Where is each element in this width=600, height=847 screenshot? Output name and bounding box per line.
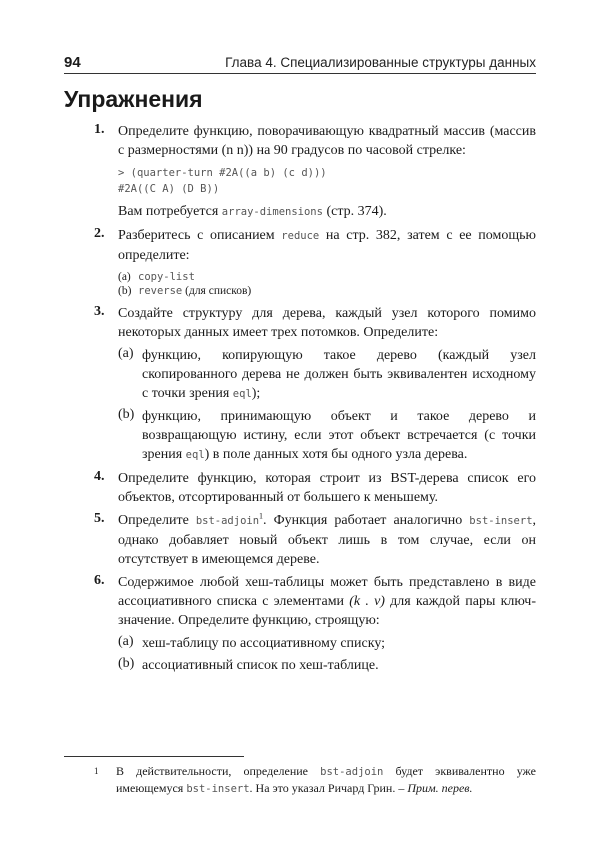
sub-item-label: (a) (118, 271, 131, 283)
sub-item-label: (a) (118, 634, 134, 649)
exercise-text: Создайте структуру для дерева, каждый узел которого помимо некоторых данных имеет трех потомков. Определите: (118, 306, 536, 340)
inline-code: reverse (138, 285, 183, 297)
sub-item (118, 270, 536, 284)
text-part: . Функция работает аналогично (263, 513, 470, 528)
sub-item-label: (b) (118, 285, 132, 297)
footnote-text: . На это указал Ричард Грин. – (249, 781, 408, 795)
sub-item-text (142, 407, 536, 465)
inline-code: bst-insert (186, 783, 250, 795)
exercise-4 (94, 469, 536, 507)
sub-item-text (142, 346, 536, 404)
sub-item-text: ассоциативный список по хеш-таблице. (142, 658, 379, 673)
code-line: > (quarter-turn #2A((a b) (c d))) (118, 167, 327, 179)
inline-code: bst-adjoin (195, 515, 260, 527)
text-part: для каждой пары ключ-значение. Определите функцию, строящую: (118, 594, 536, 628)
inline-code: reduce (281, 230, 320, 242)
sub-item-text: (для списков) (182, 285, 252, 297)
sub-item-label: (b) (118, 407, 135, 422)
footnote-text: В действительности, определение (116, 764, 321, 778)
sub-item (118, 634, 536, 653)
inline-code: eql (232, 388, 252, 400)
exercise-2 (94, 226, 536, 298)
exercise-5 (94, 511, 536, 569)
exercise-text (118, 226, 536, 265)
exercise-number: 4. (94, 469, 105, 484)
running-head: Глава 4. Специализированные структуры данных (225, 55, 536, 70)
sub-item (118, 407, 536, 465)
page-number: 94 (64, 54, 81, 71)
exercise-text (118, 511, 536, 569)
code-line: #2A((C A) (D B)) (118, 183, 220, 195)
exercise-note (118, 202, 536, 222)
exercise-6 (94, 573, 536, 675)
header-rule (64, 73, 536, 74)
footnote-reference[interactable]: 1 (259, 511, 264, 521)
exercise-list (94, 122, 536, 679)
translator-note: Прим. перев. (407, 781, 473, 795)
inline-code: bst-adjoin (320, 766, 384, 778)
sub-item (118, 346, 536, 404)
footnote (94, 763, 536, 797)
text-part: Определите (118, 513, 196, 528)
inline-code: copy-list (138, 271, 195, 283)
inline-code: bst-insert (469, 515, 533, 527)
text-part: на стр. 382, затем с ее помощью определите: (118, 228, 536, 263)
exercise-1 (94, 122, 536, 222)
text-part: функцию, копирующую такое дерево (каждый узел скопированного дерева не должен быть эквивалентен исходному с точки зрения (142, 348, 536, 401)
exercise-number: 3. (94, 304, 105, 319)
footnote-mark: 1 (94, 766, 99, 776)
footnote-rule (64, 756, 244, 757)
sub-item (118, 656, 536, 675)
exercise-number: 6. (94, 573, 105, 588)
code-example (118, 165, 536, 197)
exercise-number: 1. (94, 122, 105, 137)
note-text: (стр. 374). (322, 204, 387, 219)
sub-item (118, 284, 536, 298)
sub-item-label: (b) (118, 656, 135, 671)
exercise-text: Определите функцию, которая строит из BST-дерева список его объектов, отсортированный от большего к меньшему. (118, 471, 536, 505)
section-title: Упражнения (64, 86, 203, 112)
exercise-text (118, 573, 536, 630)
sub-item-list (118, 634, 536, 675)
sub-item-label: (a) (118, 346, 134, 361)
text-part: ); (251, 386, 261, 401)
exercise-number: 5. (94, 511, 105, 526)
sub-item-text: хеш-таблицу по ассоциативному списку; (142, 636, 386, 651)
exercise-number: 2. (94, 226, 105, 241)
inline-code: array-dimensions (221, 206, 323, 218)
exercise-text: Определите функцию, поворачивающую квадратный массив (массив с размерностями (n n)) на 90 градусов по часовой стрелке: (118, 124, 536, 158)
text-part: ) в поле данных хотя бы одного узла дерева. (204, 447, 468, 462)
text-part: , однако добавляет новый объект лишь в том случае, если он отсутствует в имеющемся дереве. (118, 513, 537, 567)
inline-code: eql (185, 449, 205, 461)
sub-item-list (118, 270, 536, 298)
text-part: Содержимое любой хеш-таблицы может быть представлено в виде ассоциативного списка с элементами (118, 575, 536, 609)
exercise-3 (94, 304, 536, 465)
text-part: функцию, принимающую объект и такое дерево и возвращающую истину, если этот объект встречается (с точки зрения (142, 409, 536, 462)
text-part: Разберитесь с описанием (118, 228, 282, 243)
pair-notation: (k . v) (349, 594, 385, 609)
note-text: Вам потребуется (118, 204, 222, 219)
footnote-text: будет эквивалентно уже имеющемуся (116, 764, 537, 795)
sub-item-list (118, 346, 536, 465)
page-header (64, 54, 536, 71)
